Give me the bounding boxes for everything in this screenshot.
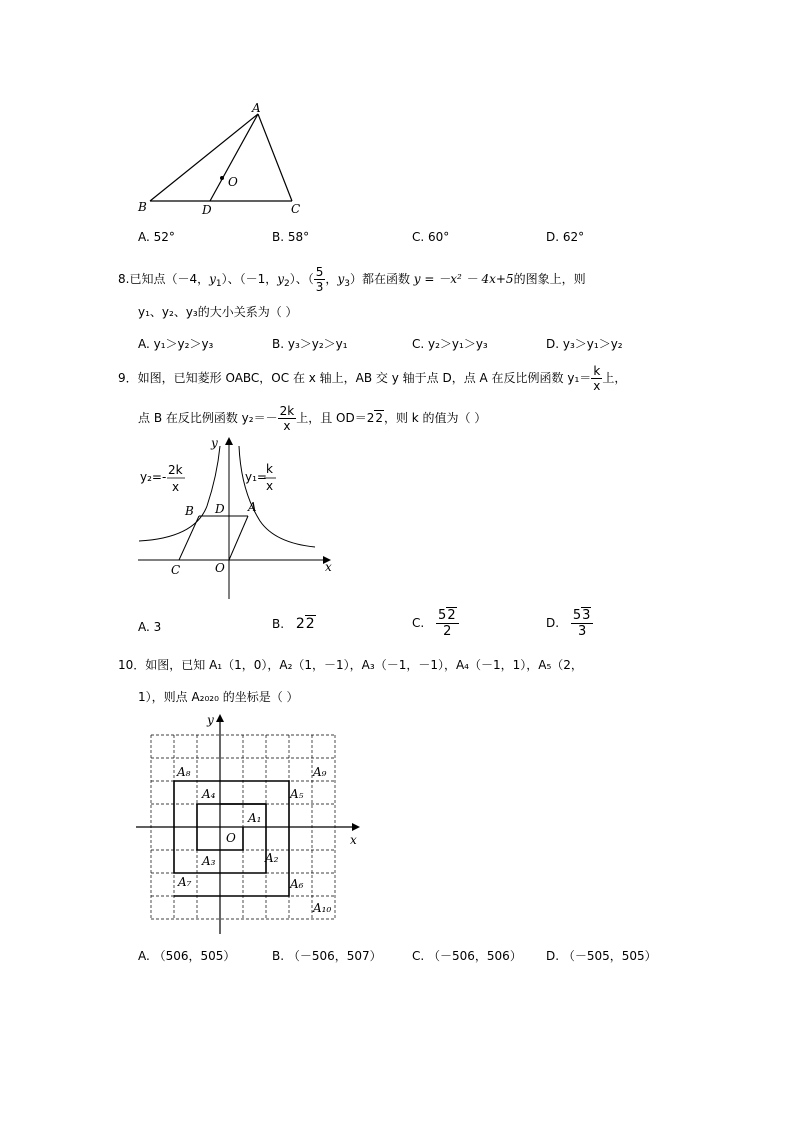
q8-sub: 1 (215, 279, 222, 289)
q9-text: 如图，已知菱形 OABC，OC 在 x 轴上，AB 交 y 轴于点 D，点 A 在反比例函数 y₁＝ (137, 371, 592, 385)
q10-option-b[interactable]: B. （－506，507） (272, 949, 382, 963)
label-y2-den: x (172, 480, 180, 494)
q8-var: y (209, 272, 216, 286)
q9-option-c-coef: 5 (438, 608, 447, 623)
rhombus-hyperbola-figure (135, 436, 345, 604)
q9-frac-den: x (593, 379, 601, 393)
label-a5: A₅ (290, 787, 304, 801)
q9-option-d[interactable] (546, 608, 593, 639)
q8-sub: 3 (344, 279, 350, 289)
label-a4: A₄ (202, 787, 216, 801)
y-axis-arrow (216, 714, 224, 722)
q8-stem-line2: y₁、y₂、y₃的大小关系为（ ） (138, 305, 298, 319)
q10-stem-line1 (118, 656, 583, 673)
q9-frac-num: 2k (279, 404, 295, 418)
label-d: D (215, 502, 225, 516)
q9-option-c-den: 2 (443, 624, 452, 639)
y-axis-arrow (225, 437, 233, 445)
q8-stem-line1 (118, 265, 586, 294)
q9-number: 9． (118, 371, 138, 385)
q9-option-c-sqrt: 2 (447, 608, 456, 623)
label-b: B (138, 200, 147, 214)
x-axis-arrow (352, 823, 360, 831)
label-a6: A₆ (290, 877, 304, 891)
label-b: B (185, 504, 194, 518)
triangle-figure (130, 98, 320, 223)
q9-option-d-den: 3 (578, 624, 587, 639)
q9-option-b[interactable] (272, 616, 316, 632)
label-x: x (350, 833, 357, 847)
q8-sub: 2 (284, 279, 290, 289)
label-c: C (291, 202, 301, 216)
side-ac (258, 114, 292, 201)
q8-text: ）、（ (289, 272, 314, 286)
q8-text: 的图象上，则 (513, 272, 586, 286)
q8-text: ）都在函数 (349, 272, 410, 286)
q9-fraction-2k-x (278, 404, 297, 433)
label-a10: A₁₀ (313, 901, 332, 915)
q8-text: 已知点（－4， (129, 272, 210, 286)
label-y2-num: 2k (168, 463, 183, 477)
label-a3: A₃ (202, 854, 216, 868)
q8-option-d[interactable]: D. y₃＞y₁＞y₂ (546, 337, 623, 351)
q9-option-d-coef: 5 (572, 608, 582, 623)
label-o: O (215, 561, 225, 575)
label-a: A (248, 500, 257, 514)
q9-frac-num: k (591, 364, 602, 379)
q9-option-c-num (436, 608, 459, 624)
q8-var: y (337, 272, 345, 286)
q9-stem-line2 (138, 404, 486, 433)
label-a8: A₈ (177, 765, 191, 779)
q10-stem-line2: 1），则点 A₂₀₂₀ 的坐标是（ ） (138, 690, 299, 704)
q7-option-b[interactable]: B. 58° (272, 230, 310, 244)
q8-text: ）、（－1， (221, 272, 278, 286)
q9-text: ，则 k 的值为（ ） (383, 411, 487, 425)
q8-frac-den: 3 (315, 280, 324, 294)
q9-option-b-sqrt: 2 (305, 616, 315, 632)
label-o: O (228, 175, 238, 189)
label-y: y (211, 436, 218, 450)
q8-number: 8. (118, 272, 130, 286)
q8-fraction (314, 265, 326, 294)
q9-option-b-coef: 2 (295, 616, 305, 632)
q8-var: y (277, 272, 285, 286)
q8-option-c[interactable]: C. y₂＞y₁＞y₃ (412, 337, 488, 351)
side-bc (179, 516, 199, 560)
label-x: x (325, 560, 332, 574)
label-y1: y₁= (245, 470, 267, 484)
q9-stem-line1 (118, 364, 626, 393)
label-y2: y₂=- (140, 470, 167, 484)
label-c: C (171, 563, 181, 577)
q9-option-c[interactable] (412, 608, 459, 639)
q9-option-d-sqrt: 3 (582, 608, 591, 623)
q8-option-a[interactable]: A. y₁＞y₂＞y₃ (138, 337, 214, 351)
side-ab (150, 114, 258, 201)
q9-text: 上，且 OD＝2 (296, 411, 375, 425)
q9-sqrt: 2 (375, 411, 383, 425)
q7-option-a[interactable]: A. 52° (138, 230, 175, 244)
q9-option-d-num (571, 608, 594, 624)
label-a2: A₂ (265, 851, 279, 865)
label-y1-den: x (266, 479, 274, 493)
q7-option-d[interactable]: D. 62° (546, 230, 585, 244)
q9-text: 上， (602, 371, 627, 385)
label-a7: A₇ (178, 875, 192, 889)
q10-option-d[interactable]: D. （－505，505） (546, 949, 657, 963)
q10-option-a[interactable]: A. （506，505） (138, 949, 236, 963)
q8-frac-num: 5 (315, 265, 324, 279)
side-oa (229, 516, 248, 560)
label-y1-num: k (266, 462, 273, 476)
label-y: y (207, 713, 214, 727)
q10-number: 10． (118, 658, 146, 672)
q8-option-b[interactable]: B. y₃＞y₂＞y₁ (272, 337, 348, 351)
q9-option-d-letter: D. (546, 616, 560, 630)
q8-function: y = －x² － 4x+5 (413, 272, 514, 286)
q9-text: 点 B 在反比例函数 y₂＝－ (138, 411, 278, 425)
label-a1: A₁ (248, 811, 262, 825)
q10-option-c[interactable]: C. （－506，506） (412, 949, 522, 963)
q7-option-c[interactable]: C. 60° (412, 230, 450, 244)
q9-option-c-letter: C. (412, 616, 425, 630)
curve-y2 (139, 446, 220, 541)
spiral-grid-figure (130, 710, 370, 936)
q9-option-b-letter: B. (272, 617, 285, 631)
label-d: D (202, 203, 212, 217)
point-o (220, 176, 224, 180)
q9-fraction-k-x (591, 364, 602, 393)
q8-text: ， (325, 272, 338, 286)
q10-text: 如图，已知 A₁（1，0），A₂（1，－1），A₃（－1，－1），A₄（－1，1），A₅（2， (145, 658, 583, 672)
q9-option-d-frac (571, 608, 594, 639)
q9-option-b-value (296, 616, 316, 632)
label-o: O (226, 831, 236, 845)
label-a: A (252, 101, 261, 115)
q9-frac-den: x (283, 419, 291, 433)
q9-option-a[interactable]: A. 3 (138, 620, 162, 634)
curve-y1 (239, 446, 315, 547)
label-a9: A₉ (313, 765, 327, 779)
q9-option-c-frac (436, 608, 459, 639)
